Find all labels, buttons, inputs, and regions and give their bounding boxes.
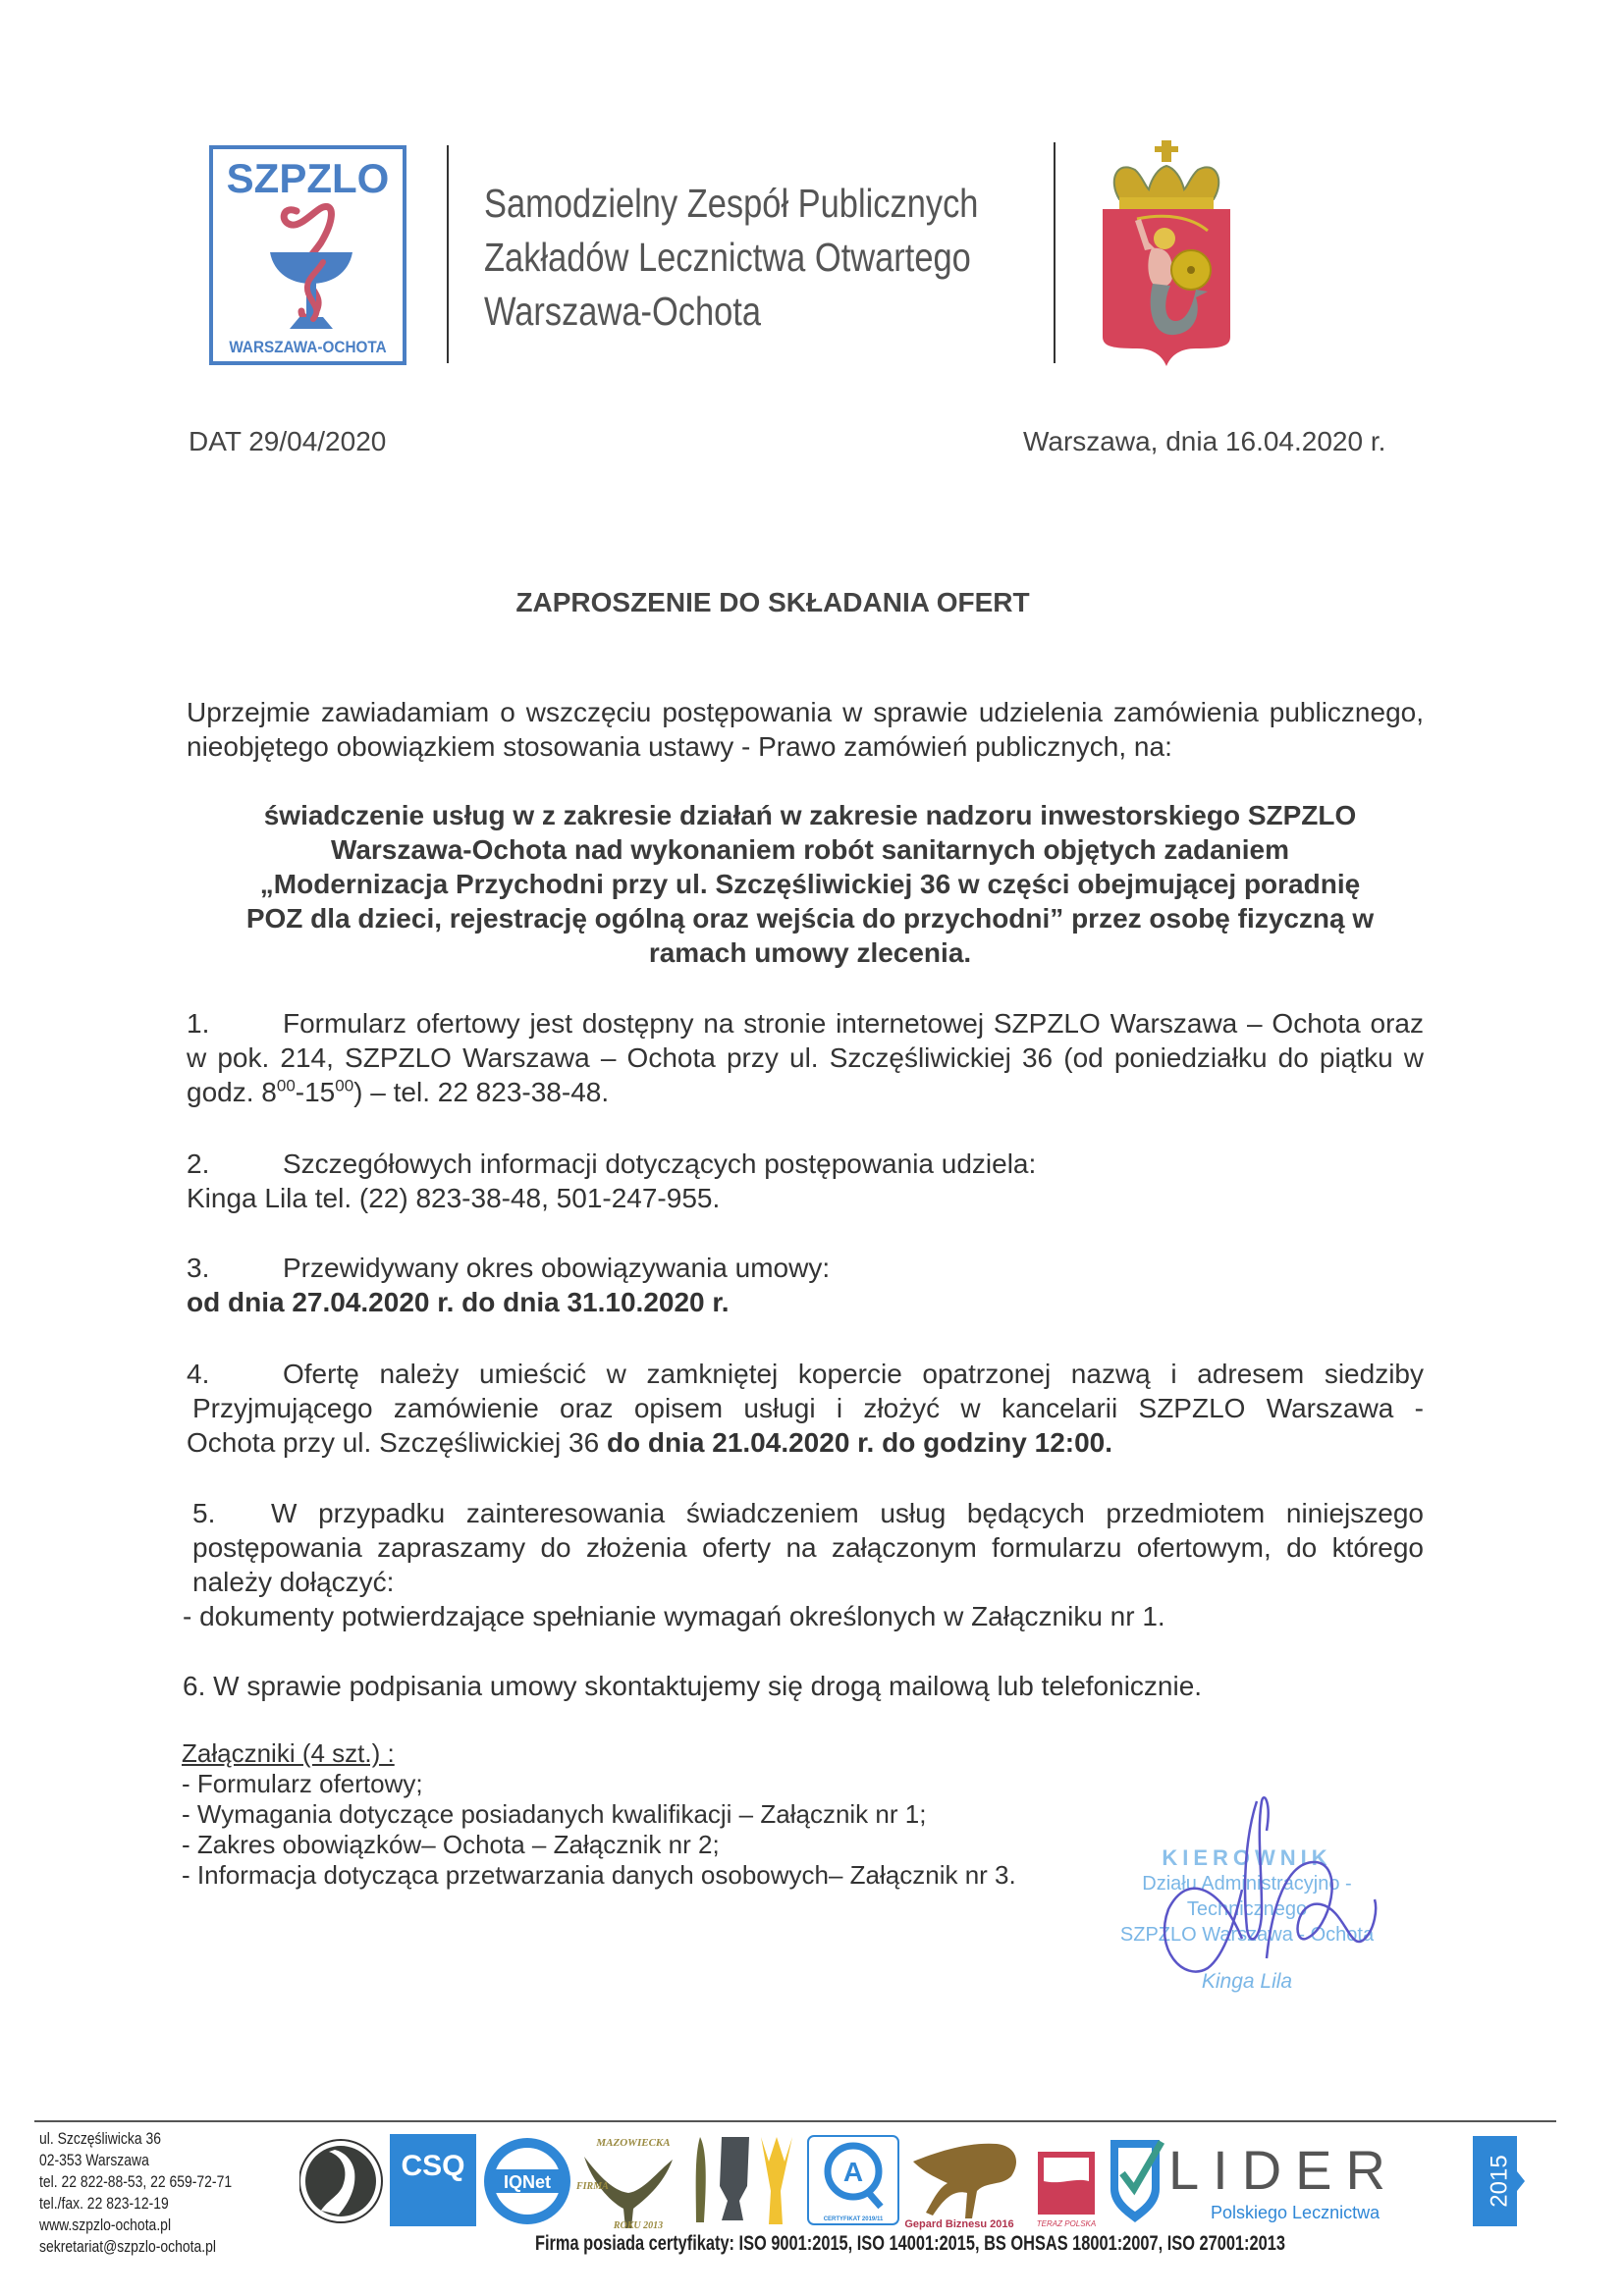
csq-logo-icon: [390, 2134, 476, 2226]
point-2: [187, 1147, 1424, 1215]
iqnet-label: IQNet: [503, 2172, 552, 2192]
logo-title: SZPZLO: [226, 155, 390, 201]
subject-of-order: [187, 798, 1434, 970]
handwritten-signature: [1114, 1791, 1409, 1988]
contact-person: Kinga Lila tel. (22) 823-38-48, 501-247-955.: [187, 1183, 721, 1213]
point-text: W przypadku zainteresowania świadczeniem usług będących przedmiotem niniejszego postępowania zapraszamy do złożenia oferty na załączonym formularzu ofertowym, do którego należy dołączyć:: [192, 1498, 1424, 1597]
point-text: Szczegółowych informacji dotyczących postępowania udziela:: [283, 1148, 1037, 1179]
address-line: ul. Szczęśliwicka 36: [39, 2129, 161, 2148]
teraz-polska-label: TERAZ POLSKA: [1036, 2219, 1097, 2228]
lider-polskiego-lecznictwa-logo-icon: [1110, 2136, 1525, 2226]
superscript: 00: [276, 1076, 296, 1095]
bowl-of-hygieia-icon: [262, 203, 360, 331]
logo-subtitle: WARSZAWA-OCHOTA: [229, 338, 387, 356]
org-name-line: Warszawa-Ochota: [484, 289, 761, 334]
point-1: [187, 1006, 1424, 1109]
point-4: [187, 1357, 1424, 1460]
attachments-heading: Załączniki (4 szt.) :: [182, 1738, 395, 1768]
footer-address: [39, 2128, 232, 2258]
intro-paragraph: Uprzejmie zawiadamiam o wszczęciu postępowania w sprawie udzielenia zamówienia publicznego, nieobjętego obowiązkiem stosowania ustawy - Prawo zamówień publicznych, na:: [187, 697, 1424, 762]
attachment-item: - Informacja dotycząca przetwarzania danych osobowych– Załącznik nr 3.: [182, 1860, 1016, 1890]
point-number: 1.: [187, 1008, 210, 1039]
point-text: Ochota przy ul. Szczęśliwickiej 36: [187, 1427, 607, 1458]
required-documents-item: - dokumenty potwierdzające spełnianie wymagań określonych w Załączniku nr 1.: [183, 1601, 1165, 1631]
point-number: 2.: [187, 1148, 210, 1179]
address-line: 02-353 Warszawa: [39, 2151, 149, 2169]
stamp-name: Kinga Lila: [1201, 1970, 1293, 1993]
header-divider-left: [447, 145, 449, 363]
document-title: ZAPROSZENIE DO SKŁADANIA OFERT: [515, 587, 1030, 617]
firma-label: FIRMA: [576, 2181, 609, 2192]
org-name-line: Zakładów Lecznictwa Otwartego: [484, 235, 971, 280]
attachment-item: - Wymagania dotyczące posiadanych kwalifikacji – Załącznik nr 1;: [182, 1799, 927, 1829]
teraz-polska-logo-icon: [1037, 2152, 1096, 2228]
csq-label: CSQ: [401, 2150, 465, 2182]
point-number: 4.: [187, 1359, 210, 1389]
award-statuettes-icon: [696, 2137, 792, 2224]
point-6: 6. W sprawie podpisania umowy skontaktujemy się drogą mailową lub telefonicznie.: [183, 1671, 1203, 1701]
org-name-line: Samodzielny Zespół Publicznych: [484, 181, 979, 226]
lider-year: 2015: [1486, 2155, 1513, 2208]
gepard-label: Gepard Biznesu 2016: [904, 2218, 1014, 2230]
aq-certificate-logo-icon: [808, 2136, 898, 2224]
website-link: www.szpzlo-ochota.pl: [39, 2216, 172, 2234]
place-and-date: Warszawa, dnia 16.04.2020 r.: [1023, 426, 1386, 456]
subject-line: POZ dla dzieci, rejestrację ogólną oraz wejścia do przychodni” przez osobę fizyczną w: [245, 903, 1375, 934]
document-reference: DAT 29/04/2020: [189, 426, 387, 456]
iqnet-logo-icon: [484, 2138, 570, 2224]
lider-sub-label: Polskiego Lecznictwa: [1211, 2203, 1380, 2222]
point-text: Przewidywany okres obowiązywania umowy:: [283, 1253, 831, 1283]
point-text: ) – tel. 22 823-38-48.: [353, 1077, 610, 1107]
address-line: tel. 22 822-88-53, 22 659-72-71: [39, 2172, 233, 2191]
superscript: 00: [335, 1076, 354, 1095]
mazowiecka-firma-roku-logo-icon: [575, 2137, 673, 2230]
header-divider-right: [1054, 142, 1056, 363]
point-3: [187, 1251, 1424, 1319]
gepard-biznesu-logo-icon: [904, 2144, 1016, 2230]
footer-divider: [34, 2120, 1556, 2122]
subject-line: ramach umowy zlecenia.: [648, 937, 972, 968]
certificates-statement: Firma posiada certyfikaty: ISO 9001:2015, ISO 14001:2015, BS OHSAS 18001:2007, ISO 27001:2013: [535, 2232, 1285, 2255]
subject-line: „Modernizacja Przychodni przy ul. Szczęśliwickiej 36 w części obejmującej poradnię: [259, 869, 1361, 899]
attachment-item: - Zakres obowiązków– Ochota – Załącznik nr 2;: [182, 1830, 720, 1859]
contract-period: od dnia 27.04.2020 r. do dnia 31.10.2020 r.: [187, 1287, 730, 1317]
lider-label: LIDER: [1168, 2139, 1399, 2201]
point-text: Formularz ofertowy jest dostępny na stronie internetowej SZPZLO Warszawa – Ochota oraz w pok. 214, SZPZLO Warszawa – Ochota przy ul. Szczęśliwickiej 36 (od poniedziałku do piątku w godz. 8: [187, 1008, 1424, 1107]
stamp-title: KIEROWNIK: [1162, 1845, 1332, 1870]
submission-deadline: do dnia 21.04.2020 r. do godziny 12:00.: [606, 1427, 1113, 1458]
aq-caption: CERTYFIKAT 2019/11: [823, 2216, 884, 2222]
mazowiecka-label: MAZOWIECKA: [596, 2137, 671, 2149]
attachment-item: - Formularz ofertowy;: [182, 1769, 423, 1798]
address-line: tel./fax. 22 823-12-19: [39, 2194, 169, 2213]
organization-name: [484, 177, 978, 339]
attachments-list: [182, 1738, 1016, 1891]
point-number: 5.: [192, 1498, 216, 1528]
stamp-organization: SZPZLO Warszawa - Ochota: [1119, 1924, 1375, 1946]
point-5: [192, 1496, 1424, 1599]
warsaw-coat-of-arms-icon: [1098, 140, 1235, 366]
point-text: Ofertę należy umieścić w zamkniętej kopercie opatrzonej nazwą i adresem siedziby: [283, 1359, 1424, 1389]
svg-text:A: A: [842, 2157, 864, 2187]
roku-label: ROKU 2013: [613, 2220, 664, 2230]
seal-logo-icon: [299, 2140, 382, 2222]
point-number: 3.: [187, 1253, 210, 1283]
email-link: sekretariat@szpzlo-ochota.pl: [39, 2237, 216, 2256]
point-text: Przyjmującego zamówienie oraz opisem usługi i złożyć w kancelarii SZPZLO Warszawa -: [192, 1393, 1424, 1423]
certification-logos: [299, 2132, 1556, 2230]
point-text: -15: [295, 1077, 336, 1107]
subject-line: świadczenie usług w z zakresie działań w zakresie nadzoru inwestorskiego SZPZLO: [263, 800, 1357, 830]
stamp-department: Działu Administracyjno - Technicznego: [1142, 1873, 1352, 1920]
szpzlo-logo: [209, 145, 406, 365]
subject-line: Warszawa-Ochota nad wykonaniem robót sanitarnych objętych zadaniem: [330, 834, 1290, 865]
